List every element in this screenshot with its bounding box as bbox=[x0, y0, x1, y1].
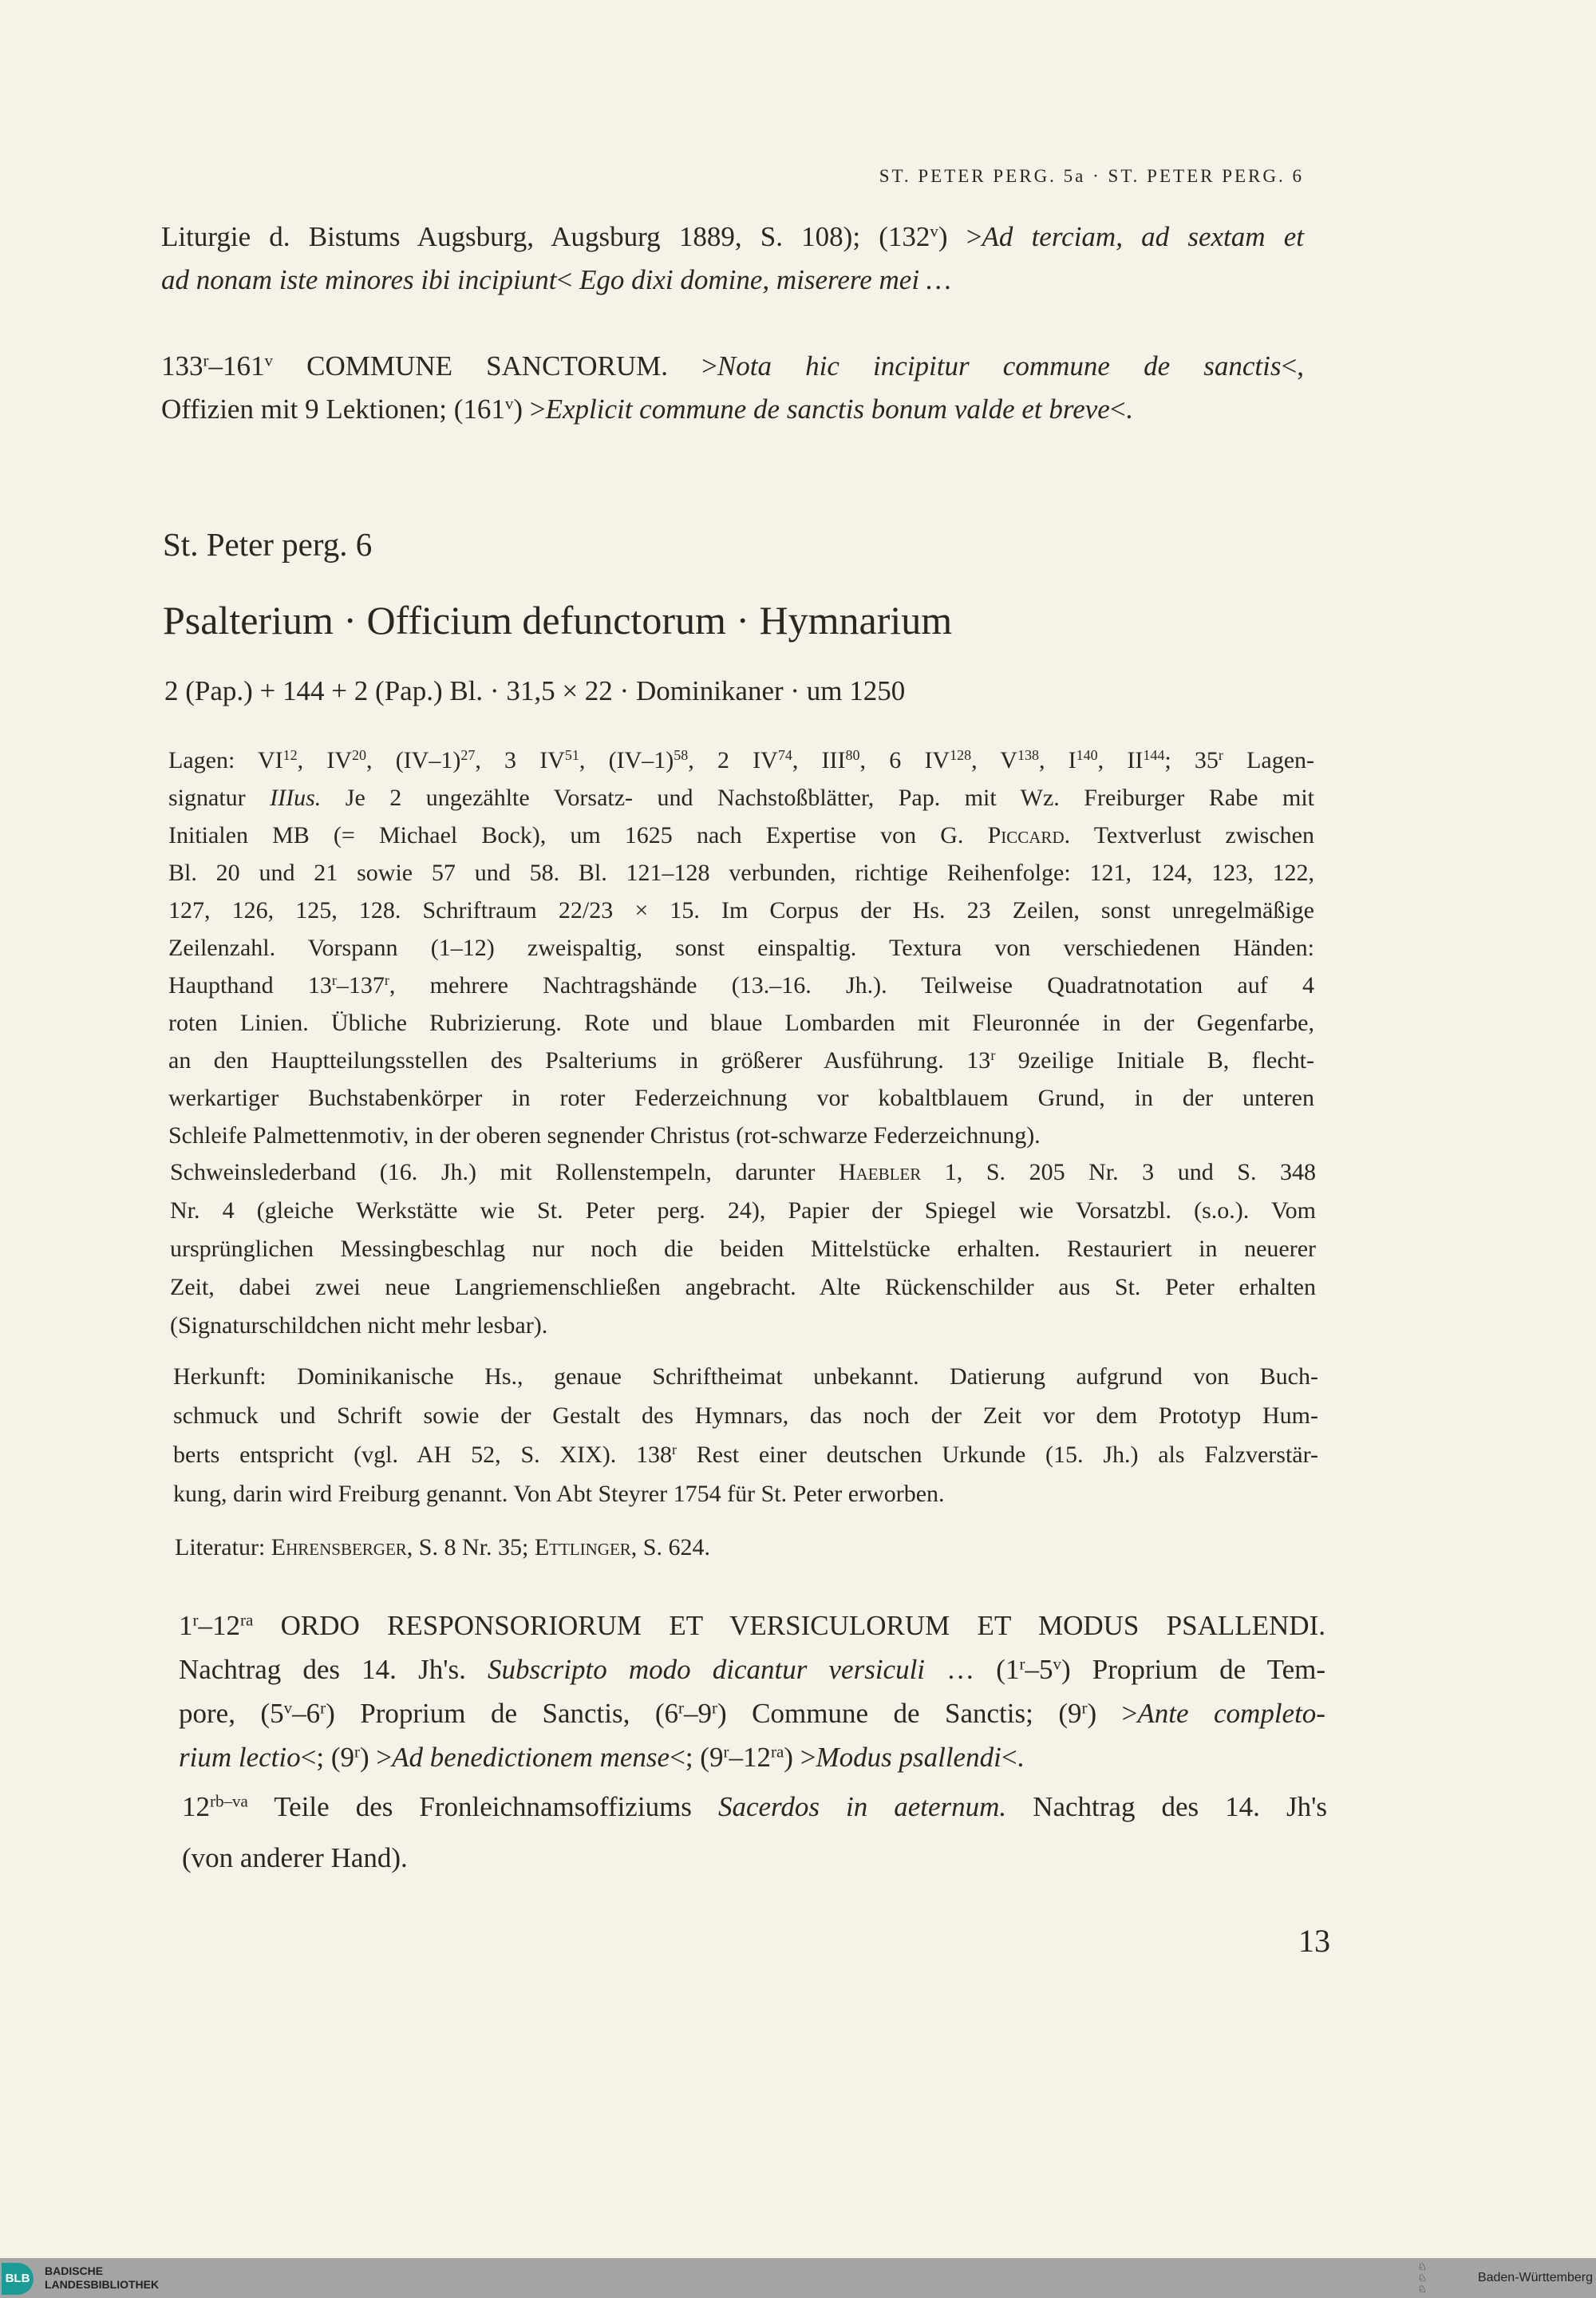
italic-quote: IIIus. bbox=[270, 785, 322, 811]
text-line bbox=[161, 216, 1304, 259]
folio-superscript: 20 bbox=[352, 747, 366, 764]
text-line bbox=[170, 1153, 1316, 1192]
literature-paragraph bbox=[175, 1529, 1320, 1566]
italic-quote: Modus psallendi bbox=[816, 1742, 1001, 1773]
text-line bbox=[168, 1117, 1314, 1154]
folio-superscript: 74 bbox=[777, 747, 792, 764]
text-line bbox=[179, 1735, 1325, 1779]
folio-superscript: r bbox=[203, 350, 209, 370]
text-run: ) Proprium de Tem- bbox=[1061, 1654, 1326, 1685]
folio-superscript: r bbox=[1218, 747, 1223, 764]
folio-superscript: 144 bbox=[1143, 747, 1165, 764]
text-run: Je 2 ungezählte Vorsatz- und Nachstoßblätter, Pap. mit Wz. Freiburger Rabe mit bbox=[321, 785, 1314, 811]
small-caps-name: Haebler bbox=[838, 1159, 922, 1185]
text-run: , S. 624. bbox=[630, 1534, 710, 1560]
manuscript-title: Psalterium · Officium defunctorum · Hymnarium bbox=[163, 598, 953, 643]
italic-quote: Ad terciam, ad sextam et bbox=[982, 221, 1304, 252]
small-caps-name: Piccard bbox=[987, 822, 1065, 848]
text-line bbox=[182, 1833, 1327, 1884]
folio-superscript: 58 bbox=[674, 747, 689, 764]
text-run: Zeilenzahl. Vorspann (1–12) zweispaltig, sonst einspaltig. Textura von verschiedenen Händen: bbox=[168, 935, 1314, 961]
text-run: ) > bbox=[938, 221, 982, 252]
italic-quote: rium lectio bbox=[179, 1742, 301, 1773]
folio-superscript: r bbox=[1081, 1698, 1088, 1718]
text-run: 9zeilige Initiale B, flecht- bbox=[995, 1047, 1314, 1074]
text-line bbox=[170, 1307, 1316, 1345]
text-line bbox=[168, 967, 1314, 1004]
italic-quote: Ad benedictionem mense bbox=[392, 1742, 670, 1773]
folio-superscript: 27 bbox=[460, 747, 476, 764]
text-run: –12 bbox=[198, 1610, 240, 1641]
text-line bbox=[168, 1079, 1314, 1117]
library-name-line1: BADISCHE bbox=[45, 2264, 104, 2277]
small-caps-name: Ehrensberger bbox=[271, 1534, 407, 1560]
text-run: , II bbox=[1097, 747, 1144, 773]
text-run: –5 bbox=[1025, 1654, 1053, 1685]
text-run: Schleife Palmettenmotiv, in der oberen segnender Christus (rot-schwarze Federzeichnung). bbox=[168, 1122, 1041, 1149]
footer-bar bbox=[0, 2258, 1596, 2298]
blb-logo-icon[interactable]: BLB bbox=[2, 2263, 34, 2295]
text-run: COMMUNE SANCTORUM. > bbox=[273, 350, 717, 382]
text-run: , V bbox=[971, 747, 1017, 773]
folio-superscript: 128 bbox=[950, 747, 972, 764]
text-run: ) Commune de Sanctis; (9 bbox=[717, 1698, 1082, 1729]
folio-superscript: v bbox=[930, 221, 938, 241]
folio-superscript: r bbox=[1019, 1654, 1025, 1674]
folio-superscript: 138 bbox=[1017, 747, 1039, 764]
text-line bbox=[168, 854, 1314, 892]
text-run: , IV bbox=[297, 747, 352, 773]
text-line bbox=[179, 1691, 1325, 1735]
text-run: Bl. 20 und 21 sowie 57 und 58. Bl. 121–128 verbunden, richtige Reihenfolge: 121, 124, 123, 122, bbox=[168, 860, 1314, 886]
text-run: <, bbox=[1281, 350, 1304, 382]
state-label: Baden-Württemberg bbox=[1477, 2271, 1593, 2284]
italic-quote: ad nonam iste minores ibi incipiunt bbox=[161, 264, 557, 295]
text-run: (Signaturschildchen nicht mehr lesbar). bbox=[170, 1312, 548, 1339]
shelfmark-heading: St. Peter perg. 6 bbox=[163, 526, 373, 563]
text-run: –12 bbox=[729, 1742, 771, 1773]
text-line bbox=[168, 779, 1314, 817]
text-run: schmuck und Schrift sowie der Gestalt des Hymnars, das noch der Zeit vor dem Prototyp Hum- bbox=[173, 1402, 1318, 1429]
text-run: ) > bbox=[784, 1742, 816, 1773]
text-line bbox=[168, 1004, 1314, 1042]
text-line bbox=[161, 388, 1304, 431]
text-run: Schweinslederband (16. Jh.) mit Rollenstempeln, darunter bbox=[170, 1159, 839, 1185]
italic-quote: Explicit commune de sanctis bonum valde et breve bbox=[545, 394, 1110, 425]
text-line bbox=[182, 1782, 1327, 1833]
folio-superscript: 80 bbox=[845, 747, 860, 764]
text-run: ORDO RESPONSORIORUM ET VERSICULORUM ET MODUS PSALLENDI. bbox=[253, 1610, 1325, 1641]
text-run: <. bbox=[1001, 1742, 1025, 1773]
lions-crest-icon: ♘ ♘ ♘ bbox=[1417, 2260, 1427, 2295]
text-run: Zeit, dabei zwei neue Langriemenschließen angebracht. Alte Rückenschilder aus St. Peter erhalten bbox=[170, 1274, 1316, 1300]
text-line bbox=[175, 1529, 1320, 1566]
text-run: signatur bbox=[168, 785, 271, 811]
text-run: ursprünglichen Messingbeschlag nur noch die beiden Mittelstücke erhalten. Restauriert in neuerer bbox=[170, 1236, 1316, 1262]
folio-superscript: ra bbox=[770, 1742, 784, 1762]
folio-superscript: rb–va bbox=[210, 1791, 248, 1811]
text-run: 12 bbox=[182, 1791, 210, 1822]
text-run: 133 bbox=[161, 350, 203, 382]
text-run: , 6 IV bbox=[859, 747, 950, 773]
text-run: , S. 8 Nr. 35; bbox=[406, 1534, 535, 1560]
text-run: 1 bbox=[179, 1610, 193, 1641]
provenance-paragraph bbox=[173, 1357, 1318, 1513]
text-run: , III bbox=[792, 747, 846, 773]
text-run: <; (9 bbox=[670, 1742, 724, 1773]
page-number: 13 bbox=[1298, 1923, 1330, 1959]
text-run: roten Linien. Übliche Rubrizierung. Rote und blaue Lombarden mit Fleuronnée in der Gegenfarbe, bbox=[168, 1010, 1314, 1036]
text-run: –6 bbox=[292, 1698, 321, 1729]
folio-superscript: r bbox=[354, 1742, 360, 1762]
text-line bbox=[173, 1357, 1318, 1396]
text-run: an den Hauptteilungsstellen des Psalteriums in größerer Ausführung. 13 bbox=[168, 1047, 991, 1074]
text-run: ; 35 bbox=[1164, 747, 1219, 773]
text-run: Initialen MB (= Michael Bock), um 1625 nach Expertise von G. bbox=[168, 822, 988, 848]
italic-quote: Subscripto modo dicantur versiculi bbox=[488, 1654, 926, 1685]
italic-quote: Ante completo- bbox=[1137, 1698, 1325, 1729]
text-run: kung, darin wird Freiburg genannt. Von Abt Steyrer 1754 für St. Peter erworben. bbox=[173, 1481, 945, 1507]
folio-superscript: ra bbox=[240, 1610, 254, 1630]
running-header: ST. PETER PERG. 5a · ST. PETER PERG. 6 bbox=[879, 166, 1304, 186]
text-run: , I bbox=[1038, 747, 1077, 773]
text-line bbox=[168, 892, 1314, 929]
text-run: –9 bbox=[684, 1698, 712, 1729]
content-entry-fronleichnam bbox=[182, 1782, 1327, 1884]
text-run: Rest einer deutschen Urkunde (15. Jh.) als Falzverstär- bbox=[677, 1442, 1319, 1468]
text-run: Liturgie d. Bistums Augsburg, Augsburg 1889, S. 108); (132 bbox=[161, 221, 930, 252]
text-line bbox=[170, 1268, 1316, 1307]
folio-superscript: r bbox=[331, 972, 337, 989]
text-run: Haupthand 13 bbox=[168, 972, 332, 999]
folio-superscript: v bbox=[1053, 1654, 1061, 1674]
folio-superscript: 140 bbox=[1076, 747, 1098, 764]
text-run: … (1 bbox=[925, 1654, 1020, 1685]
text-line bbox=[173, 1474, 1318, 1513]
folio-superscript: r bbox=[320, 1698, 326, 1718]
text-run: , (IV–1) bbox=[579, 747, 674, 773]
text-line bbox=[168, 742, 1314, 779]
text-line bbox=[179, 1604, 1325, 1647]
text-run: 127, 126, 125, 128. Schriftraum 22/23 × 15. Im Corpus der Hs. 23 Zeilen, sonst unregelmäßige bbox=[168, 897, 1314, 924]
folio-superscript: r bbox=[384, 972, 389, 989]
small-caps-name: Ettlinger bbox=[534, 1534, 631, 1560]
text-run: , 3 IV bbox=[475, 747, 565, 773]
text-run: Literatur: bbox=[175, 1534, 271, 1560]
text-line bbox=[173, 1396, 1318, 1435]
text-run: –137 bbox=[336, 972, 385, 999]
text-line bbox=[168, 929, 1314, 967]
text-line bbox=[168, 1042, 1314, 1079]
text-run: berts entspricht (vgl. AH 52, S. XIX). 138 bbox=[173, 1442, 672, 1468]
folio-superscript: r bbox=[672, 1442, 677, 1458]
text-run: ) > bbox=[1087, 1698, 1138, 1729]
folio-superscript: r bbox=[723, 1742, 729, 1762]
folio-superscript: 51 bbox=[564, 747, 579, 764]
folio-superscript: r bbox=[678, 1698, 684, 1718]
text-run: ) Proprium de Sanctis, (6 bbox=[326, 1698, 678, 1729]
text-run: Nr. 4 (gleiche Werkstätte wie St. Peter perg. 24), Papier der Spiegel wie Vorsatzbl. (s.o.). Vom bbox=[170, 1197, 1316, 1224]
binding-paragraph bbox=[170, 1153, 1316, 1345]
text-run: Herkunft: Dominikanische Hs., genaue Schriftheimat unbekannt. Datierung aufgrund von Buch- bbox=[173, 1363, 1318, 1390]
manuscript-metadata: 2 (Pap.) + 144 + 2 (Pap.) Bl. · 31,5 × 22 · Dominikaner · um 1250 bbox=[164, 675, 906, 706]
text-run: (von anderer Hand). bbox=[182, 1842, 408, 1873]
text-line bbox=[173, 1435, 1318, 1474]
text-run: Lagen: VI bbox=[168, 747, 283, 773]
continuation-paragraph bbox=[161, 216, 1304, 302]
text-run: Lagen- bbox=[1223, 747, 1315, 773]
text-line bbox=[168, 817, 1314, 854]
text-run: Nachtrag des 14. Jh's bbox=[1006, 1791, 1327, 1822]
commune-sanctorum-entry bbox=[161, 345, 1304, 431]
text-line bbox=[170, 1230, 1316, 1268]
text-run: –161 bbox=[208, 350, 265, 382]
text-run: , (IV–1) bbox=[366, 747, 461, 773]
folio-superscript: v bbox=[283, 1698, 293, 1718]
codicology-paragraph bbox=[168, 742, 1314, 1154]
text-run: 1, S. 205 Nr. 3 und S. 348 bbox=[921, 1159, 1316, 1185]
text-run: Nachtrag des 14. Jh's. bbox=[179, 1654, 488, 1685]
folio-superscript: v bbox=[504, 394, 514, 413]
folio-superscript: 12 bbox=[282, 747, 298, 764]
text-run: <; (9 bbox=[300, 1742, 354, 1773]
folio-superscript: r bbox=[192, 1610, 199, 1630]
folio-superscript: r bbox=[712, 1698, 717, 1718]
text-run: < bbox=[556, 264, 579, 295]
italic-quote: Ego dixi domine, miserere mei … bbox=[579, 264, 951, 295]
content-entry-ordo bbox=[179, 1604, 1325, 1779]
italic-quote: Nota hic incipitur commune de sanctis bbox=[717, 350, 1282, 382]
text-run: <. bbox=[1109, 394, 1133, 425]
folio-superscript: r bbox=[990, 1047, 996, 1064]
text-run: ) > bbox=[360, 1742, 393, 1773]
text-run: , 2 IV bbox=[688, 747, 778, 773]
folio-superscript: v bbox=[264, 350, 273, 370]
text-line bbox=[170, 1192, 1316, 1230]
text-run: ) > bbox=[513, 394, 546, 425]
text-line bbox=[161, 345, 1304, 388]
library-name bbox=[45, 2264, 159, 2292]
italic-quote: Sacerdos in aeternum. bbox=[717, 1791, 1007, 1822]
text-run: , mehrere Nachtragshände (13.–16. Jh.). Teilweise Quadratnotation auf 4 bbox=[389, 972, 1314, 999]
text-line bbox=[161, 259, 1304, 302]
text-run: Offizien mit 9 Lektionen; (161 bbox=[161, 394, 505, 425]
text-run: pore, (5 bbox=[179, 1698, 284, 1729]
text-run: . Textverlust zwischen bbox=[1064, 822, 1314, 848]
text-run: Teile des Fronleichnamsoffiziums bbox=[247, 1791, 718, 1822]
library-name-line2: LANDESBIBLIOTHEK bbox=[45, 2278, 160, 2291]
text-line bbox=[179, 1647, 1325, 1691]
text-run: werkartiger Buchstabenkörper in roter Federzeichnung vor kobaltblauem Grund, in der unteren bbox=[168, 1085, 1314, 1111]
